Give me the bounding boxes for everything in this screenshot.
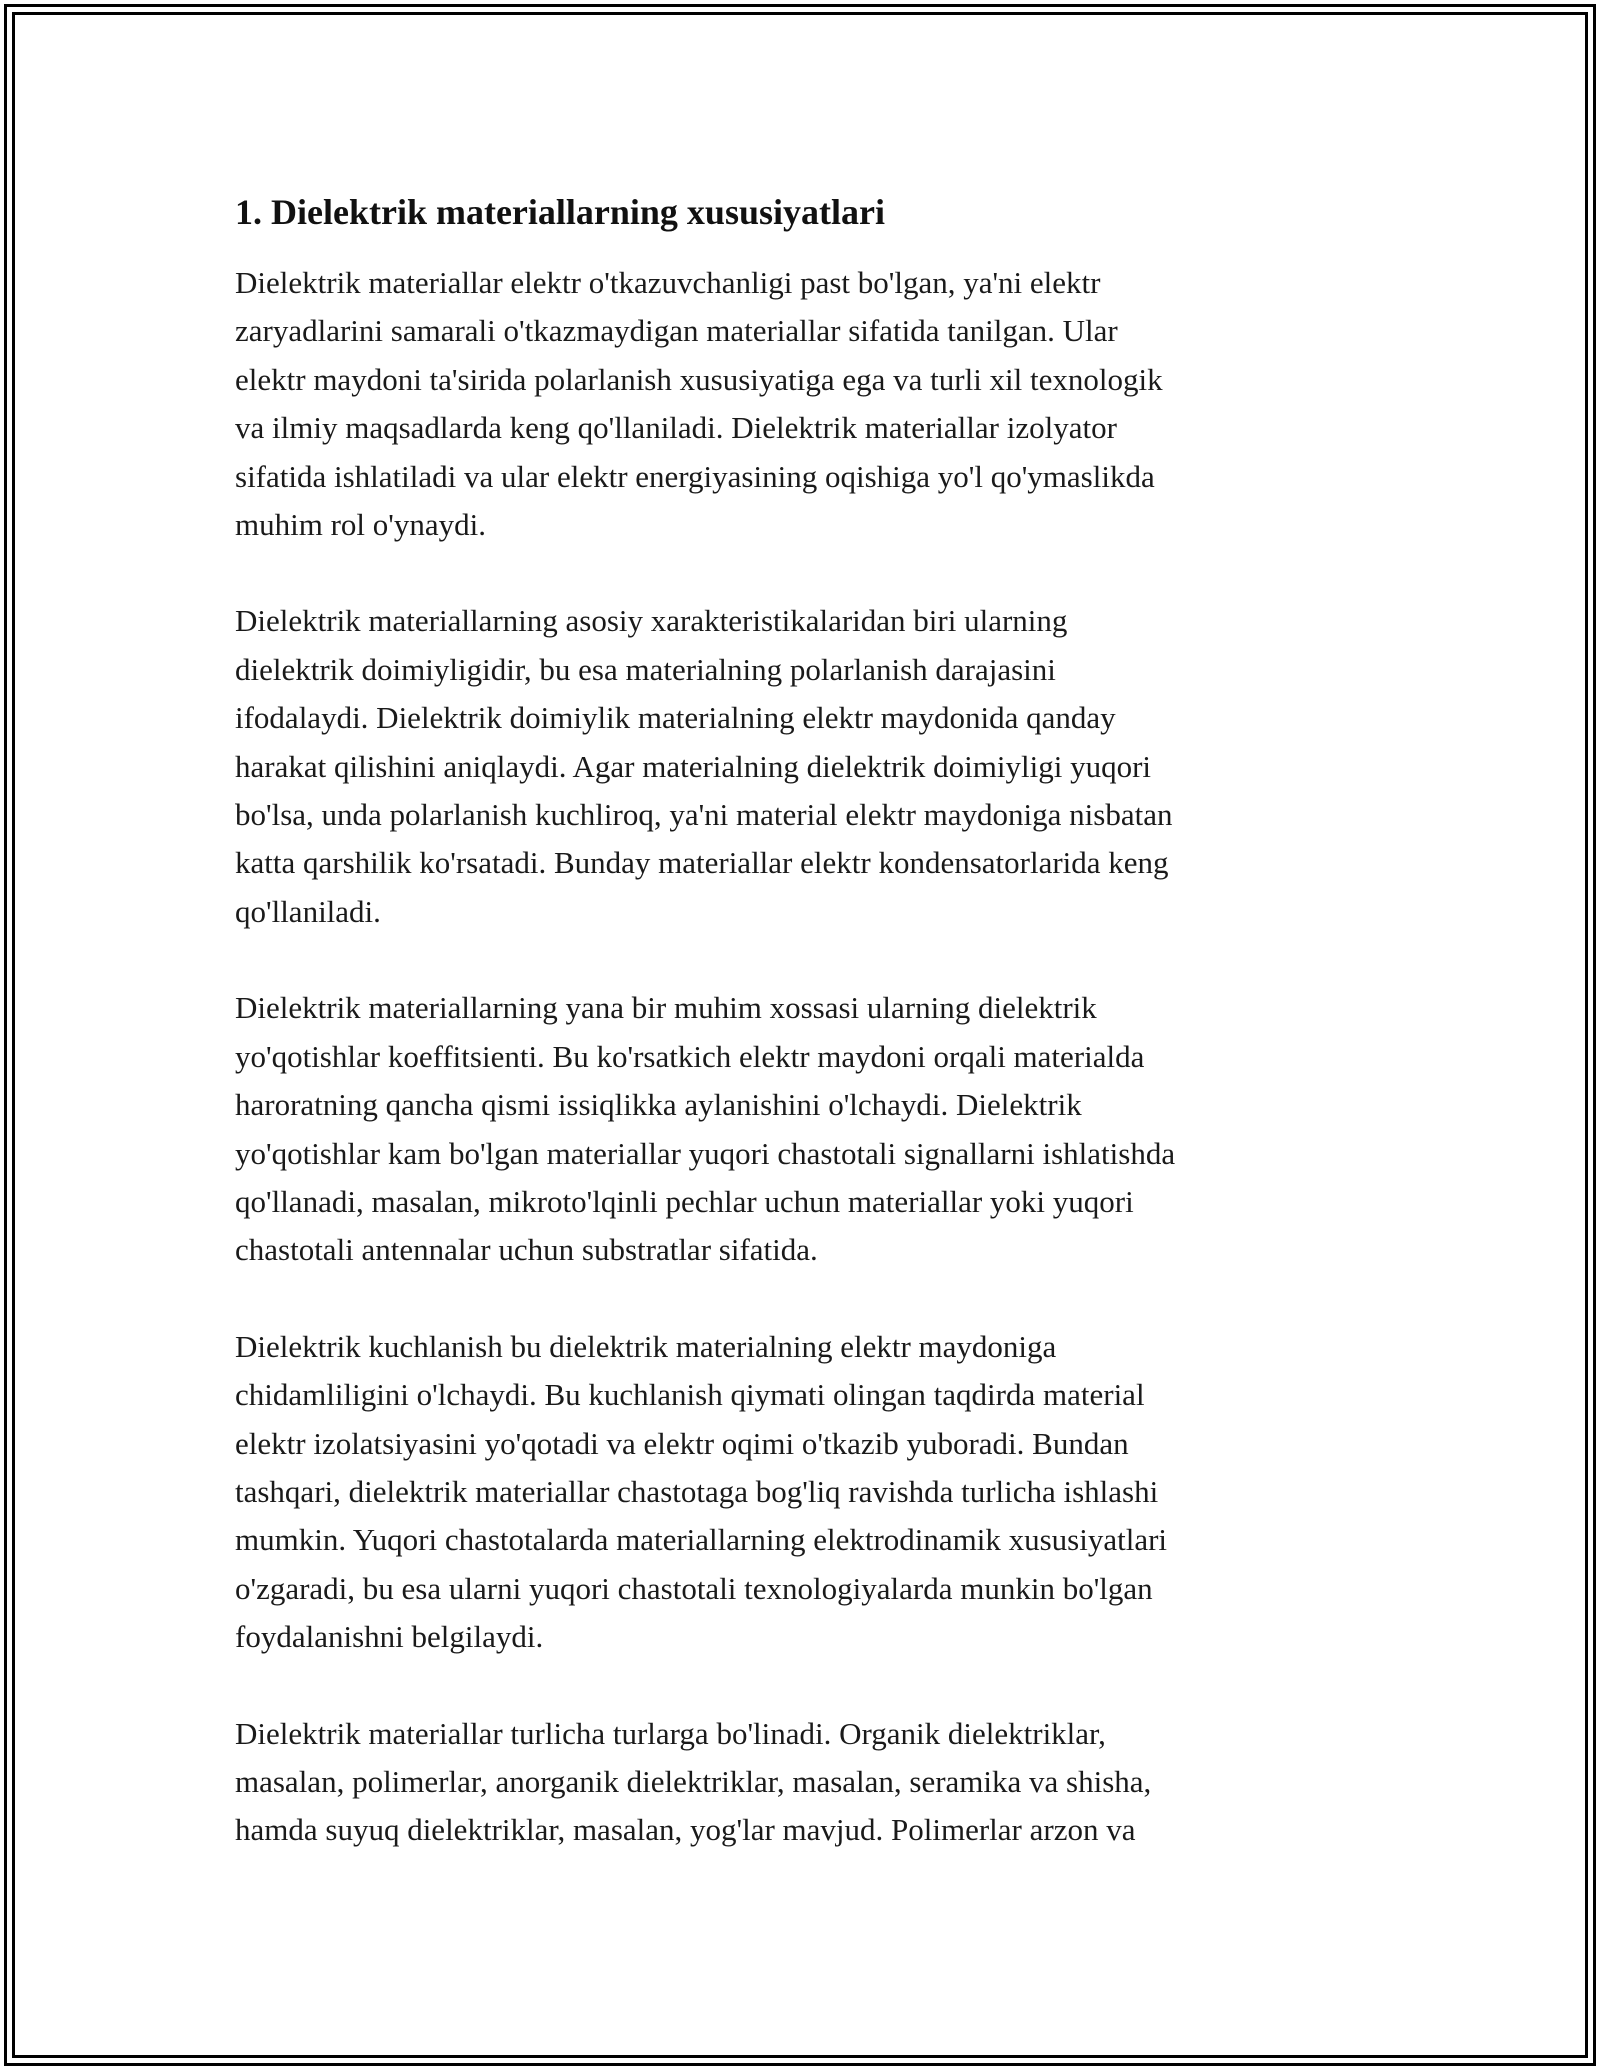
paragraph-line: foydalanishni belgilaydi. — [235, 1619, 544, 1655]
paragraph-line: dielektrik doimiyligidir, bu esa materialning polarlanish darajasini — [235, 651, 1056, 687]
paragraph-line: zaryadlarini samarali o'tkazmaydigan materiallar sifatida tanilgan. Ular — [235, 313, 1118, 349]
paragraph-line: chidamliligini o'lchaydi. Bu kuchlanish qiymati olingan taqdirda material — [235, 1377, 1145, 1413]
paragraph — [235, 984, 1365, 1274]
paragraph-line: ifodalaydi. Dielektrik doimiylik materialning elektr maydonida qanday — [235, 700, 1116, 736]
paragraph-line: Dielektrik materiallar elektr o'tkazuvchanligi past bo'lgan, ya'ni elektr — [235, 265, 1101, 300]
document-body — [235, 185, 1365, 1903]
paragraph-line: yo'qotishlar koeffitsienti. Bu ko'rsatkich elektr maydoni orqali materialda — [235, 1038, 1145, 1074]
paragraph-line: qo'llaniladi. — [235, 893, 381, 929]
paragraph-line: haroratning qancha qismi issiqlikka aylanishini o'lchaydi. Dielektrik — [235, 1087, 1082, 1123]
paragraph-line: va ilmiy maqsadlarda keng qo'llaniladi. Dielektrik materiallar izolyator — [235, 410, 1117, 446]
paragraph-line: o'zgaradi, bu esa ularni yuqori chastotali texnologiyalarda munkin bo'lgan — [235, 1570, 1153, 1606]
paragraph-line: Dielektrik kuchlanish bu dielektrik materialning elektr maydoniga — [235, 1328, 1057, 1364]
paragraph — [235, 1323, 1365, 1662]
paragraph-line: tashqari, dielektrik materiallar chastotaga bog'liq ravishda turlicha ishlashi — [235, 1473, 1159, 1509]
paragraph — [235, 1710, 1365, 1855]
paragraph — [235, 597, 1365, 936]
paragraph — [235, 259, 1365, 549]
paragraph-line: mumkin. Yuqori chastotalarda materiallarning elektrodinamik xususiyatlari — [235, 1522, 1168, 1558]
paragraph-line: katta qarshilik ko'rsatadi. Bunday materiallar elektr kondensatorlarida keng — [235, 845, 1169, 881]
paragraph-line: muhim rol o'ynaydi. — [235, 507, 486, 543]
paragraph-list — [235, 259, 1365, 1855]
paragraph-line: Dielektrik materiallarning asosiy xarakteristikalaridan biri ularning — [235, 603, 1068, 639]
paragraph-line: qo'llanadi, masalan, mikroto'lqinli pechlar uchun materiallar yoki yuqori — [235, 1183, 1134, 1219]
paragraph-line: Dielektrik materiallarning yana bir muhim xossasi ularning dielektrik — [235, 990, 1097, 1026]
paragraph-line: elektr maydoni ta'sirida polarlanish xususiyatiga ega va turli xil texnologik — [235, 361, 1163, 397]
paragraph-line: chastotali antennalar uchun substratlar sifatida. — [235, 1232, 818, 1268]
paragraph-line: yo'qotishlar kam bo'lgan materiallar yuqori chastotali signallarni ishlatishda — [235, 1135, 1176, 1171]
paragraph-line: hamda suyuq dielektriklar, masalan, yog'lar mavjud. Polimerlar arzon va — [235, 1812, 1136, 1848]
paragraph-line: bo'lsa, unda polarlanish kuchliroq, ya'ni material elektr maydoniga nisbatan — [235, 797, 1173, 833]
page-title: 1. Dielektrik materiallarning xususiyatlari — [235, 192, 885, 232]
paragraph-line: Dielektrik materiallar turlicha turlarga bo'linadi. Organik dielektriklar, — [235, 1715, 1106, 1751]
paragraph-line: masalan, polimerlar, anorganik dielektriklar, masalan, seramika va shisha, — [235, 1763, 1152, 1799]
paragraph-line: sifatida ishlatiladi va ular elektr energiyasining oqishiga yo'l qo'ymaslikda — [235, 458, 1155, 494]
paragraph-line: harakat qilishini aniqlaydi. Agar materialning dielektrik doimiyligi yuqori — [235, 748, 1152, 784]
paragraph-line: elektr izolatsiyasini yo'qotadi va elektr oqimi o'tkazib yuboradi. Bundan — [235, 1425, 1129, 1461]
